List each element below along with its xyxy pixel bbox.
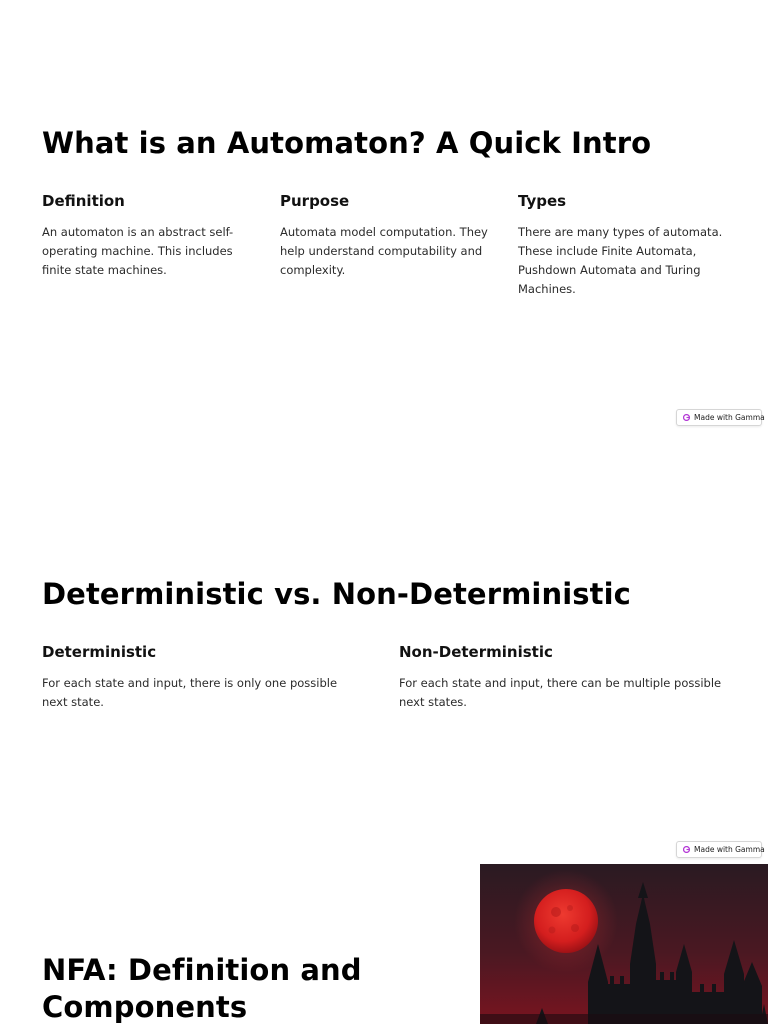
made-with-gamma-badge[interactable]	[676, 409, 765, 426]
badge-label: Made with Gamma	[694, 845, 765, 854]
slide-2-title: Deterministic vs. Non-Deterministic	[42, 577, 631, 611]
purpose-body: Automata model computation. They help understand computability and complexity.	[280, 225, 488, 277]
red-moon-castle-illustration	[480, 864, 768, 1024]
non-deterministic-column	[399, 642, 729, 712]
badge-label: Made with Gamma	[694, 413, 765, 422]
gamma-logo-icon	[683, 414, 690, 421]
slide-3-title: NFA: Definition and Components	[42, 953, 362, 1024]
deterministic-column	[42, 642, 364, 712]
deterministic-body: For each state and input, there is only one possible next state.	[42, 676, 338, 709]
definition-body: An automaton is an abstract self-operating machine. This includes finite state machines.	[42, 225, 234, 277]
slide-1-title: What is an Automaton? A Quick Intro	[42, 126, 652, 160]
types-body: There are many types of automata. These include Finite Automata, Pushdown Automata and Turing Machines.	[518, 225, 723, 296]
gamma-logo-icon	[683, 846, 690, 853]
purpose-column	[280, 191, 492, 280]
types-heading: Types	[518, 192, 567, 210]
types-column	[518, 191, 728, 299]
non-deterministic-body: For each state and input, there can be multiple possible next states.	[399, 676, 722, 709]
non-deterministic-heading: Non-Deterministic	[399, 643, 553, 661]
red-moon-castle-image	[480, 864, 768, 1024]
definition-column	[42, 191, 242, 280]
purpose-heading: Purpose	[280, 192, 350, 210]
made-with-gamma-badge[interactable]	[676, 841, 765, 858]
deterministic-heading: Deterministic	[42, 643, 157, 661]
definition-heading: Definition	[42, 192, 125, 210]
